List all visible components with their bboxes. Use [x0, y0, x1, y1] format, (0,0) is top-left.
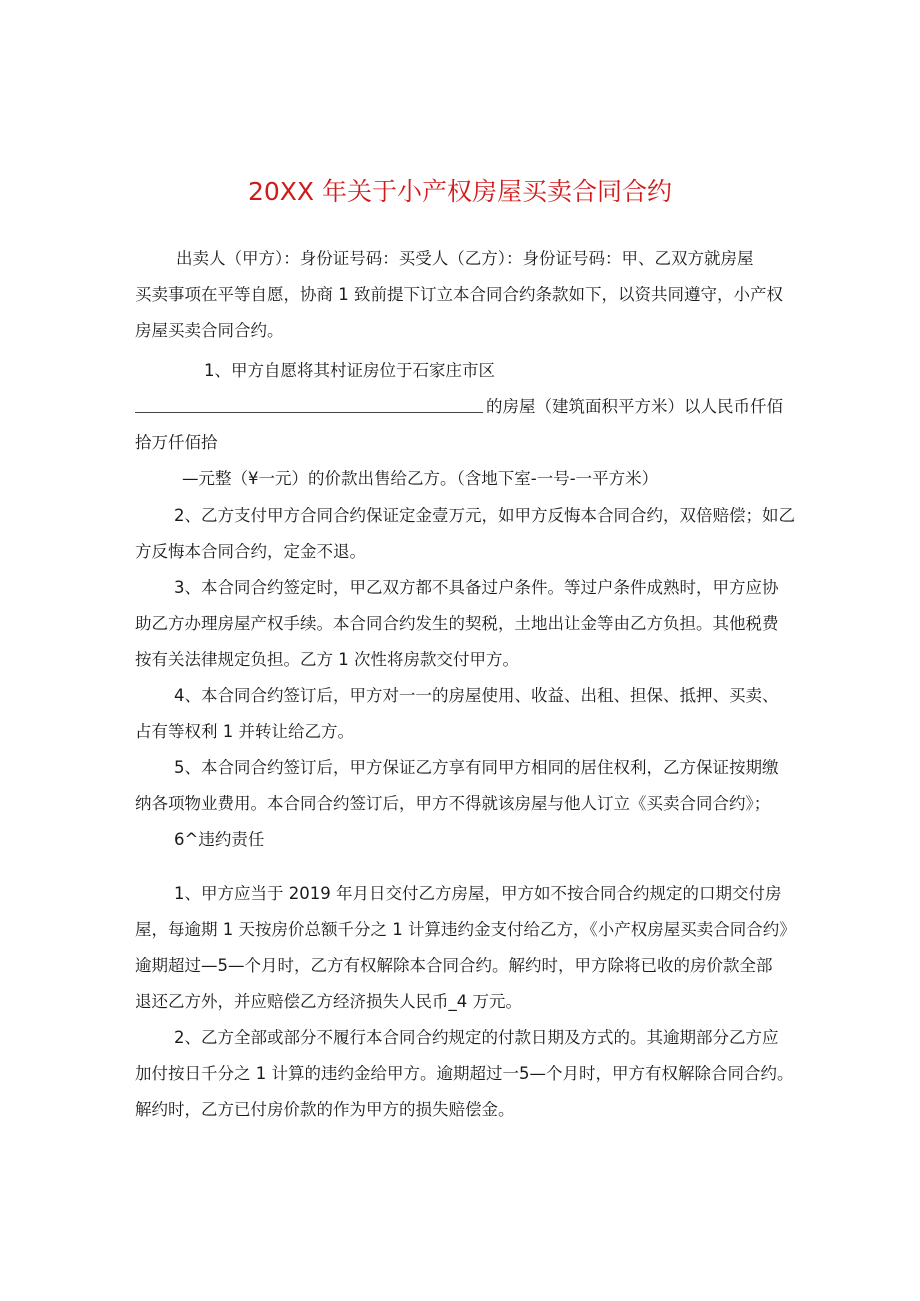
- paragraph-line: 4、本合同合约签订后，甲方对一一的房屋使用、收益、出租、担保、抵押、买卖、: [174, 686, 779, 705]
- paragraph-line: 按有关法律规定负担。乙方 1 次性将房款交付甲方。: [135, 650, 519, 669]
- paragraph-line: 逾期超过—5—个月时，乙方有权解除本合同合约。解约时，甲方除将已收的房价款全部: [135, 956, 773, 975]
- paragraph-line: 方反悔本合同合约，定金不退。: [135, 542, 366, 561]
- paragraph-line: 1、甲方应当于 2019 年月日交付乙方房屋，甲方如不按合同合约规定的口期交付房: [174, 884, 782, 903]
- paragraph-line: 纳各项物业费用。本合同合约签订后，甲方不得就该房屋与他人订立《买卖合同合约》；: [135, 794, 771, 813]
- paragraph-line: 3、本合同合约签定时，甲乙双方都不具备过户条件。等过户条件成熟时，甲方应协: [174, 578, 779, 597]
- paragraph-line: 退还乙方外，并应赔偿乙方经济损失人民币_4 万元。: [135, 992, 522, 1011]
- paragraph-line: 房屋买卖合同合约。: [135, 321, 284, 340]
- paragraph-line: 1、甲方自愿将其村证房位于石家庄市区: [204, 361, 495, 380]
- paragraph-line: 2、乙方支付甲方合同合约保证定金壹万元，如甲方反悔本合同合约，双倍赔偿；如乙: [174, 506, 795, 525]
- paragraph-line: 拾万仟佰拾: [135, 433, 218, 452]
- paragraph-line: 出卖人（甲方）：身份证号码：买受人（乙方）：身份证号码：甲、乙双方就房屋: [176, 249, 754, 268]
- paragraph-line: 买卖事项在平等自愿，协商 1 致前提下订立本合同合约条款如下，以资共同遵守，小产权: [135, 285, 783, 304]
- paragraph-line: 加付按日千分之 1 计算的违约金给甲方。逾期超过一5—个月时，甲方有权解除合同合约。: [135, 1064, 794, 1083]
- paragraph-line: 的房屋（建筑面积平方米）以人民币仟佰: [486, 397, 783, 416]
- paragraph-line: 解约时，乙方已付房价款的作为甲方的损失赔偿金。: [135, 1100, 515, 1119]
- section-heading: 6^违约责任: [174, 830, 265, 849]
- paragraph-line: 占有等权利 1 并转让给乙方。: [135, 722, 354, 741]
- paragraph-line: 2、乙方全部或部分不履行本合同合约规定的付款日期及方式的。其逾期部分乙方应: [174, 1028, 779, 1047]
- blank-fill-line: [135, 412, 483, 413]
- paragraph-line: 助乙方办理房屋产权手续。本合同合约发生的契税，土地出让金等由乙方负担。其他税费: [135, 614, 779, 633]
- paragraph-line: —元整（¥一元）的价款出售给乙方。（含地下室-一号-一平方米）: [182, 469, 659, 488]
- paragraph-line: 屋，每逾期 1 天按房价总额千分之 1 计算违约金支付给乙方，《小产权房屋买卖合同合约》: [135, 920, 796, 939]
- document-title: 20XX 年关于小产权房屋买卖合同合约: [247, 177, 672, 206]
- paragraph-line: 5、本合同合约签订后，甲方保证乙方享有同甲方相同的居住权利，乙方保证按期缴: [174, 758, 779, 777]
